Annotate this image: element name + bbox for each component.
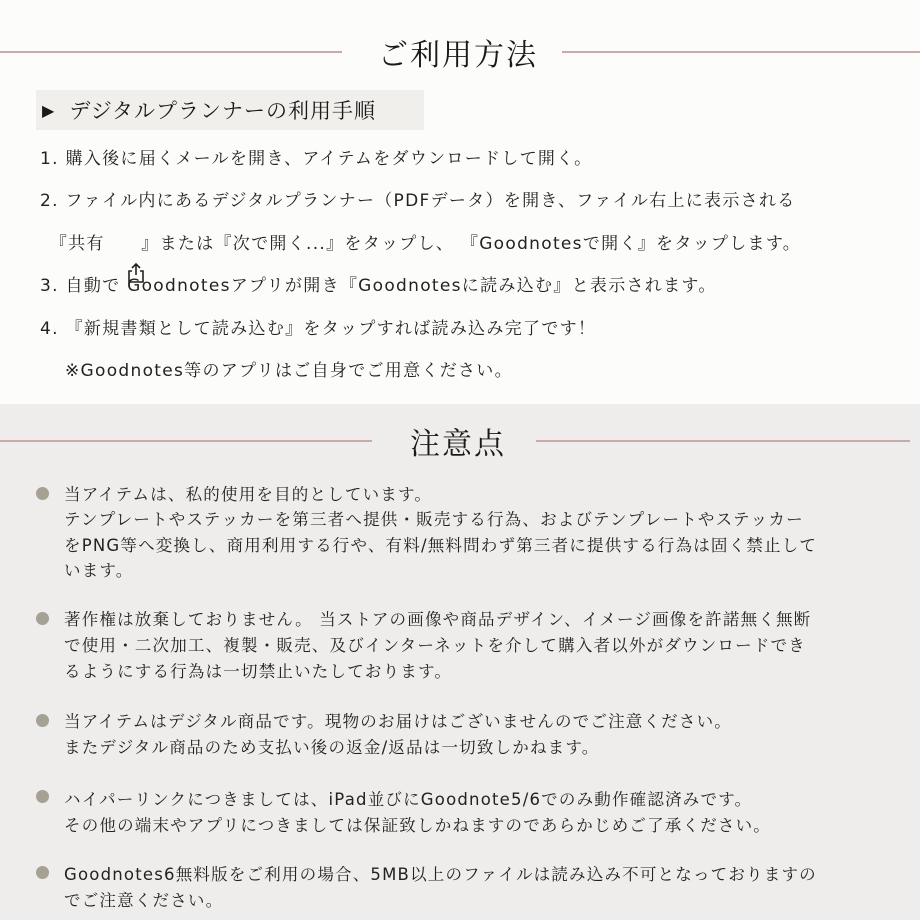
usage-subheading-text: デジタルプランナーの利用手順 xyxy=(69,99,377,123)
usage-step-4: 4. 『新規書類として読み込む』をタップすれば読み込み完了です！ xyxy=(40,319,597,339)
note-2-line-1: 著作権は放棄しておりません。 当ストアの画像や商品デザイン、イメージ画像を許諾無く無断 xyxy=(64,610,812,629)
note-4-line-2: その他の端末やアプリにつきましては保証致しかねますのであらかじめご了承ください。 xyxy=(64,816,772,835)
note-5-line-2: でご注意ください。 xyxy=(64,891,224,910)
note-2-line-3: るようにする行為は一切禁止いたしております。 xyxy=(64,662,453,681)
notes-rule-left xyxy=(0,440,372,442)
usage-step-3: 3. 自動で Goodnotesアプリが開き『Goodnotesに読み込む』と表示されます。 xyxy=(40,276,717,296)
note-5-line-1: Goodnotes6無料版をご利用の場合、5MB以上のファイルは読み込み不可となっておりますの xyxy=(64,865,817,884)
note-3-line-2: またデジタル商品のため支払い後の返金/返品は一切致しかねます。 xyxy=(64,738,600,757)
share-icon xyxy=(126,262,146,284)
notes-rule-right xyxy=(536,440,910,442)
note-3-line-1: 当アイテムはデジタル商品です。現物のお届けはございませんのでご注意ください。 xyxy=(64,712,732,731)
note-1-line-1: 当アイテムは、私的使用を目的としています。 xyxy=(64,485,433,504)
usage-step-2: 2. ファイル内にあるデジタルプランナー（PDFデータ）を開き、ファイル右上に表示される xyxy=(40,191,796,211)
note-1-line-3: をPNG等へ変換し、商用利用する行や、有料/無料問わず第三者に提供する行為は固く禁止して xyxy=(64,536,818,555)
note-1-line-4: います。 xyxy=(64,561,134,580)
note-4-line-1: ハイパーリンクにつきましては、iPad並びにGoodnote5/6でのみ動作確認済みです。 xyxy=(64,790,753,809)
bullet-dot-icon xyxy=(36,714,49,727)
title-rule-left xyxy=(0,51,342,53)
usage-step-note: ※Goodnotes等のアプリはご自身でご用意ください。 xyxy=(40,361,513,381)
bullet-dot-icon xyxy=(36,612,49,625)
notes-title: 注意点 xyxy=(410,427,506,462)
play-triangle-icon: ▶ xyxy=(42,100,56,120)
note-2-line-2: で使用・二次加工、複製・販売、及びインターネットを介して購入者以外がダウンロードでき xyxy=(64,636,806,655)
usage-title: ご利用方法 xyxy=(378,38,538,73)
usage-subheading xyxy=(36,90,424,130)
usage-step-2-cont: 『共有 』または『次で開く...』をタップし、 『Goodnotesで開く』をタップします。 xyxy=(40,234,802,254)
bullet-dot-icon xyxy=(36,866,49,879)
bullet-dot-icon xyxy=(36,790,49,803)
title-rule-right xyxy=(562,51,920,53)
bullet-dot-icon xyxy=(36,487,49,500)
usage-step-1: 1. 購入後に届くメールを開き、アイテムをダウンロードして開く。 xyxy=(40,149,593,169)
note-1-line-2: テンプレートやステッカーを第三者へ提供・販売する行為、およびテンプレートやステッカー xyxy=(64,510,804,529)
